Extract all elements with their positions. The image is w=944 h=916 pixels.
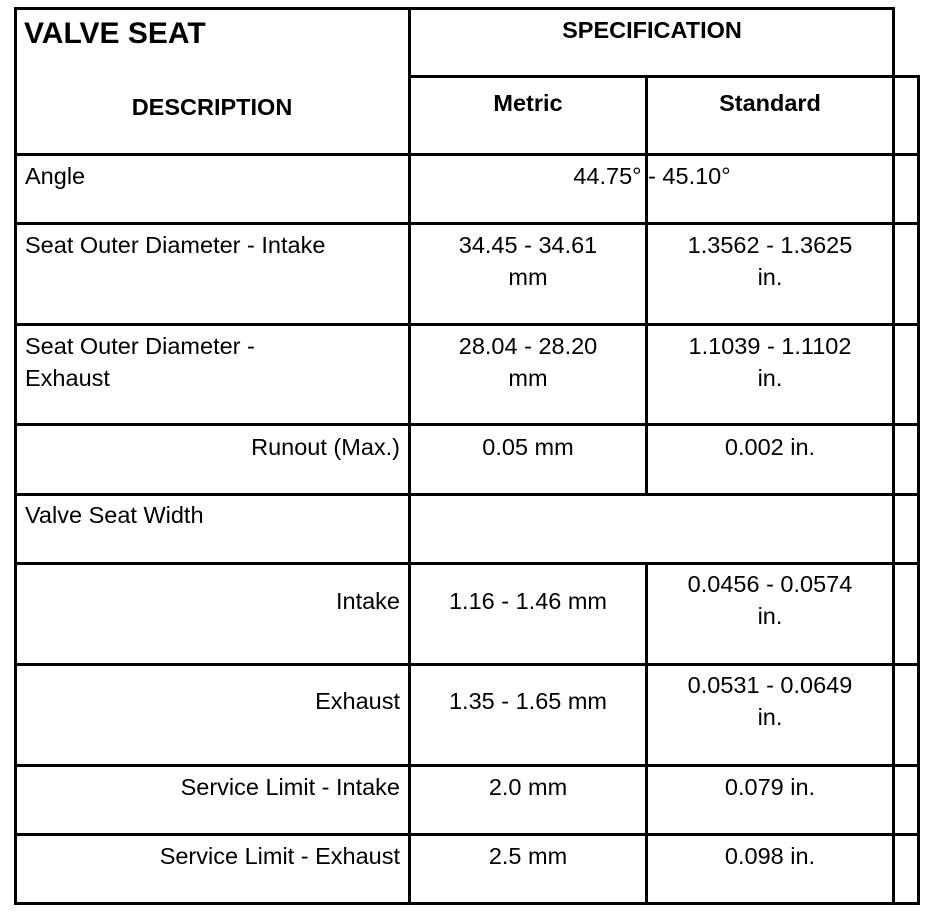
row-runout-metric: 0.05 mm [482,434,574,460]
rule-header-bottom [14,153,920,156]
rule-row-7 [14,764,920,767]
row-od-intake-standard-line1: 1.3562 - 1.3625 [687,232,853,258]
rule-row-6 [14,663,920,666]
rule-row-5 [14,562,920,565]
row-runout-standard: 0.002 in. [724,434,816,460]
row-width-exhaust-standard-line2: in. [757,704,783,730]
row-od-intake-description: Seat Outer Diameter - Intake [25,232,326,258]
rule-row-2 [14,323,920,326]
rule-bottom [14,902,920,905]
rule-row-3 [14,423,920,426]
row-width-intake-standard-line2: in. [757,603,783,629]
row-limit-intake-standard: 0.079 in. [724,774,816,800]
row-width-intake-metric: 1.16 - 1.46 mm [448,588,608,614]
row-od-exhaust-description-line2: Exhaust [25,365,110,391]
row-limit-exhaust-standard: 0.098 in. [724,843,816,869]
row-od-exhaust-metric-line2: mm [508,365,548,391]
row-width-intake-description: Intake [335,588,400,614]
specification-header: SPECIFICATION [562,17,742,43]
row-width-intake-standard-line1: 0.0456 - 0.0574 [687,571,853,597]
row-od-intake-metric-line1: 34.45 - 34.61 [458,232,598,258]
row-od-intake-standard-line2: in. [757,264,783,290]
row-od-exhaust-description-line1: Seat Outer Diameter - [25,333,255,359]
table-title: VALVE SEAT [24,17,206,50]
rule-standard-right [892,7,895,905]
row-limit-exhaust-description: Service Limit - Exhaust [159,843,400,869]
row-od-exhaust-metric-line1: 28.04 - 28.20 [458,333,598,359]
rule-row-4 [14,493,920,496]
row-limit-exhaust-metric: 2.5 mm [488,843,568,869]
rule-row-8 [14,833,920,836]
standard-header: Standard [719,90,821,116]
rule-spec-bottom [410,75,920,78]
rule-outer-right [917,77,920,905]
row-runout-description: Runout (Max.) [251,434,400,460]
rule-top [14,7,894,10]
row-angle-value: 44.75° - 45.10° [573,163,731,189]
row-seat-width-description: Valve Seat Width [25,502,204,528]
row-limit-intake-description: Service Limit - Intake [180,774,400,800]
row-width-exhaust-standard-line1: 0.0531 - 0.0649 [687,672,853,698]
row-od-exhaust-standard-line2: in. [757,365,783,391]
row-limit-intake-metric: 2.0 mm [488,774,568,800]
row-od-exhaust-standard-line1: 1.1039 - 1.1102 [688,333,852,359]
rule-row-1 [14,222,920,225]
row-width-exhaust-description: Exhaust [315,688,400,714]
row-angle-description: Angle [25,163,86,189]
description-header: DESCRIPTION [131,94,293,120]
row-od-intake-metric-line2: mm [508,264,548,290]
metric-header: Metric [493,90,563,116]
row-width-exhaust-metric: 1.35 - 1.65 mm [448,688,608,714]
